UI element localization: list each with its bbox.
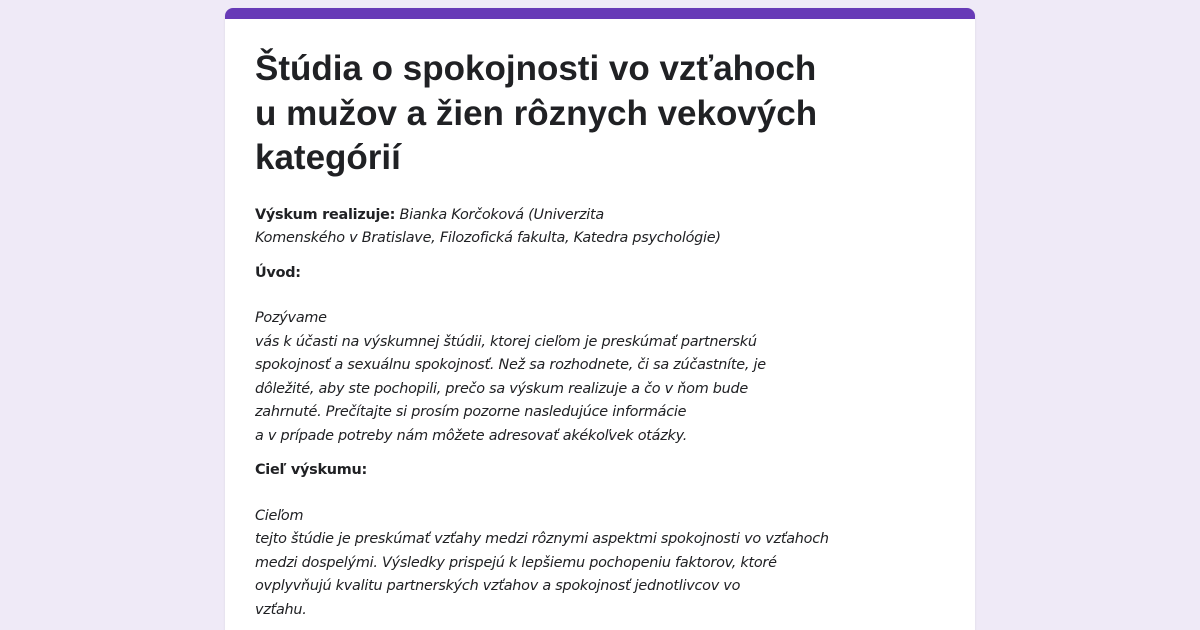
researcher-value: Bianka Korčoková (Univerzita Komenského v Bratislave, Filozofická fakulta, Katedra psychológie) [255,206,721,246]
form-accent-bar [225,8,975,19]
intro-label: Úvod: [255,264,301,281]
researcher-info [255,204,945,251]
goal-label: Cieľ výskumu: [255,462,368,478]
researcher-label: Výskum realizuje: [255,206,396,223]
form-header-card [225,8,975,630]
form-title: Štúdia o spokojnosti vo vzťahoch u mužov a žien rôznych vekových kategórií [255,49,818,177]
goal-text: Cieľom tejto štúdie je preskúmať vzťahy medzi rôznymi aspektmi spokojnosti vo vzťahoch medzi dospelými. Výsledky prispejú k lepšiemu pochopeniu faktorov, ktoré ovplyvňujú kvalitu partnerských vzťahov a spokojnosť jednotlivcov vo vzťahu. [255,507,829,618]
form-description [225,19,975,622]
intro-text: Pozývame vás k účasti na výskumnej štúdii, ktorej cieľom je preskúmať partnerskú spokojnosť a sexuálnu spokojnosť. Než sa rozhodnete, či sa zúčastníte, je dôležité, aby ste pochopili, prečo sa výskum realizuje a čo v ňom bude zahrnuté. Prečítajte si prosím pozorne nasledujúce informácie a v prípade potreby nám môžete adresovať akékoľvek otázky. [255,310,766,444]
